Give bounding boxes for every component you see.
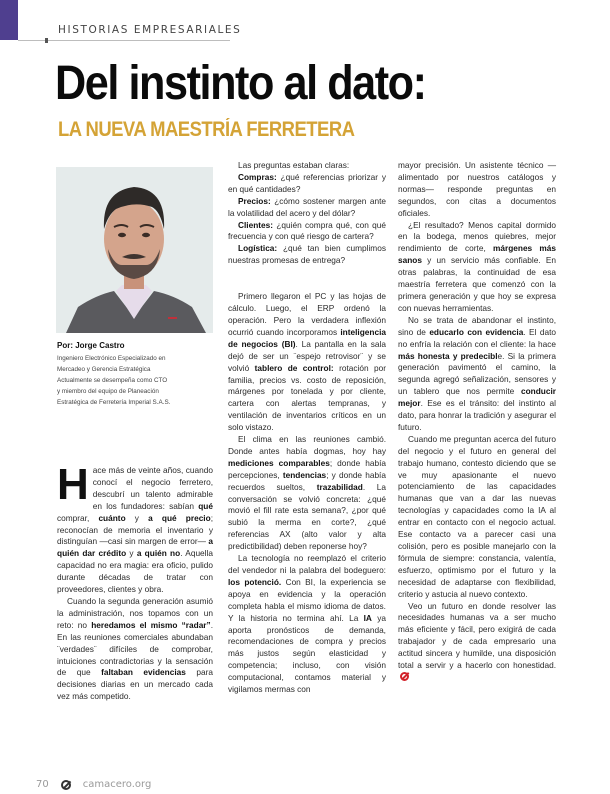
article-title: Del instinto al dato:	[55, 57, 426, 110]
article-column-1	[57, 460, 213, 703]
camacero-logo-icon	[61, 780, 71, 790]
article-paragraph: La tecnología no reemplazó el criterio del vendedor ni la palabra del bodeguero: los potenció. Con BI, la experiencia se apoya en evidencia y la operación completa habla el mismo idioma de datos. Y la historia no termina ahí. La IA ya aporta pronósticos de demanda, recomendaciones de compra y precios más justos según elasticidad y competencia; incluso, con visión computacional, contamos material y vigilamos mermas con	[228, 553, 386, 695]
article-paragraph: Primero llegaron el PC y las hojas de cálculo. Luego, el ERP ordenó la operación. Pero la verdadera inflexión ocurrió cuando incorporamos inteligencia de negocios (BI). La pantalla en la sala dejó de ser un ¨espejo retrovisor¨ y se volvió tablero de control: rotación por familia, precios vs. costo de reposición, márgenes por tonelada y por cliente, cartera con alertas tempranas, y ventilación de inventarios críticos en un solo vistazo.	[228, 291, 386, 433]
article-column-2	[228, 160, 386, 696]
page-footer	[36, 779, 151, 790]
author-bio	[57, 353, 222, 408]
author-bio-line: Ingeniero Electrónico Especializado en	[57, 355, 166, 362]
author-portrait-illustration	[56, 167, 213, 333]
spacer	[228, 267, 386, 291]
author-credit	[57, 341, 222, 408]
question-item: Compras: ¿qué referencias priorizar y en qué cantidades?	[228, 171, 386, 194]
article-paragraph: Cuando la segunda generación asumió la administración, nos topamos con un reto: no heredamos el mismo “radar”. En las reuniones comerciales abundaban ¨verdades¨ difíciles de comprobar, intuiciones contradictorias y la sensación de que faltaban evidencias para decisiones diarias en un mercado cada vez más competido.	[57, 595, 213, 702]
author-photo	[56, 167, 213, 333]
question-item: Logística: ¿qué tan bien cumplimos nuestras promesas de entrega?	[228, 243, 386, 266]
author-bio-line: Estratégica de Ferretería Imperial S.A.S.	[57, 399, 171, 406]
section-accent-bar	[0, 0, 18, 40]
article-paragraph: Cuando me preguntan acerca del futuro del negocio y el futuro en general del trabajo humano, contesto diciendo que se ve muy apasionante el nuevo potenciamiento de las capacidades humanas que van a dar las nuevas tecnologías y capacidades como la IA al entrar en contacto con el negocio actual. Ese contacto va a parecer casi una colisión, pero es posible manejarlo con la fórmula de siempre: constancia, valentía, esfuerzo, optimismo por el futuro y la necesidad de adaptarse con flexibilidad, criterio y astucia al nuevo contexto.	[398, 433, 556, 599]
page-number: 70	[36, 779, 49, 790]
section-label: HISTORIAS EMPRESARIALES	[58, 24, 242, 36]
footer-website-link[interactable]: camacero.org	[82, 779, 152, 790]
article-paragraph: ¿El resultado? Menos capital dormido en la bodega, menos quiebres, mejor rendimiento de corte, márgenes más sanos y un servicio más confiable. En otras palabras, la continuidad de esa maestría ferretera que comenzó con la primera generación y que hoy se expresa con nuevas herramientas.	[398, 219, 556, 313]
author-bio-line: Mercadeo y Gerencia Estratégica	[57, 366, 151, 373]
article-paragraph: Veo un futuro en donde resolver las necesidades humanas va a ser mucho más eficiente y fácil, pero exigirá de cada trabajador y de cada empresario una actitud sincera y humilde, una disposición total a servir y a hacerlo con honestidad.	[398, 601, 556, 684]
article-paragraph: No se trata de abandonar el instinto, sino de educarlo con evidencia. El dato no enfría la relación con el cliente: la hace más honesta y predecible. Si la primera generación pavimentó el camino, la segunda agregó señalización, sensores y un tablero que nos permite conducir mejor. Ese es el tránsito: del instinto al dato, para honrar la tradición y asegurar el futuro.	[398, 314, 556, 432]
article-paragraph: mayor precisión. Un asistente técnico —alimentado por nuestros catálogos y normas— responde preguntas en segundos, con citas a documentos oficiales.	[398, 160, 556, 218]
question-item: Clientes: ¿quién compra qué, con qué frecuencia y con qué riesgo de cartera?	[228, 219, 386, 242]
author-name: Por: Jorge Castro	[57, 341, 125, 350]
author-bio-line: y miembro del equipo de Planeación	[57, 388, 159, 395]
section-tick-mark	[45, 38, 48, 43]
drop-cap: H	[57, 460, 89, 509]
article-column-3	[398, 160, 556, 684]
article-paragraph: Las preguntas estaban claras:	[238, 160, 350, 170]
end-of-article-icon	[400, 672, 409, 681]
question-item: Precios: ¿cómo sostener margen ante la volatilidad del acero y del dólar?	[228, 195, 386, 218]
section-divider	[18, 40, 230, 41]
author-bio-line: Actualmente se desempeña como CTO	[57, 377, 168, 384]
article-paragraph: Hace más de veinte años, cuando conocí el negocio ferretero, descubrí un talento admirable en los fundadores: sabían qué comprar, cuánto y a qué precio; reconocían de memoria el inventario y distinguían —casi sin margen de error— a quién dar crédito y a quién no. Aquella capacidad no era magia: era oficio, pulido durante décadas de tratar con proveedores, clientes y obra.	[57, 460, 213, 595]
article-paragraph: El clima en las reuniones cambió. Donde antes había dogmas, hoy hay mediciones comparables; donde había percepciones, tendencias; y donde había recuerdos sueltos, trazabilidad. La conversación se volvió concreta: ¿qué movió el fill rate esta semana?, ¿por qué subió la merma en corte?, ¿qué referencias AX (alto valor y alta predictibilidad) deben reponerse hoy?	[228, 434, 386, 552]
article-subtitle: LA NUEVA MAESTRÍA FERRETERA	[58, 118, 355, 141]
